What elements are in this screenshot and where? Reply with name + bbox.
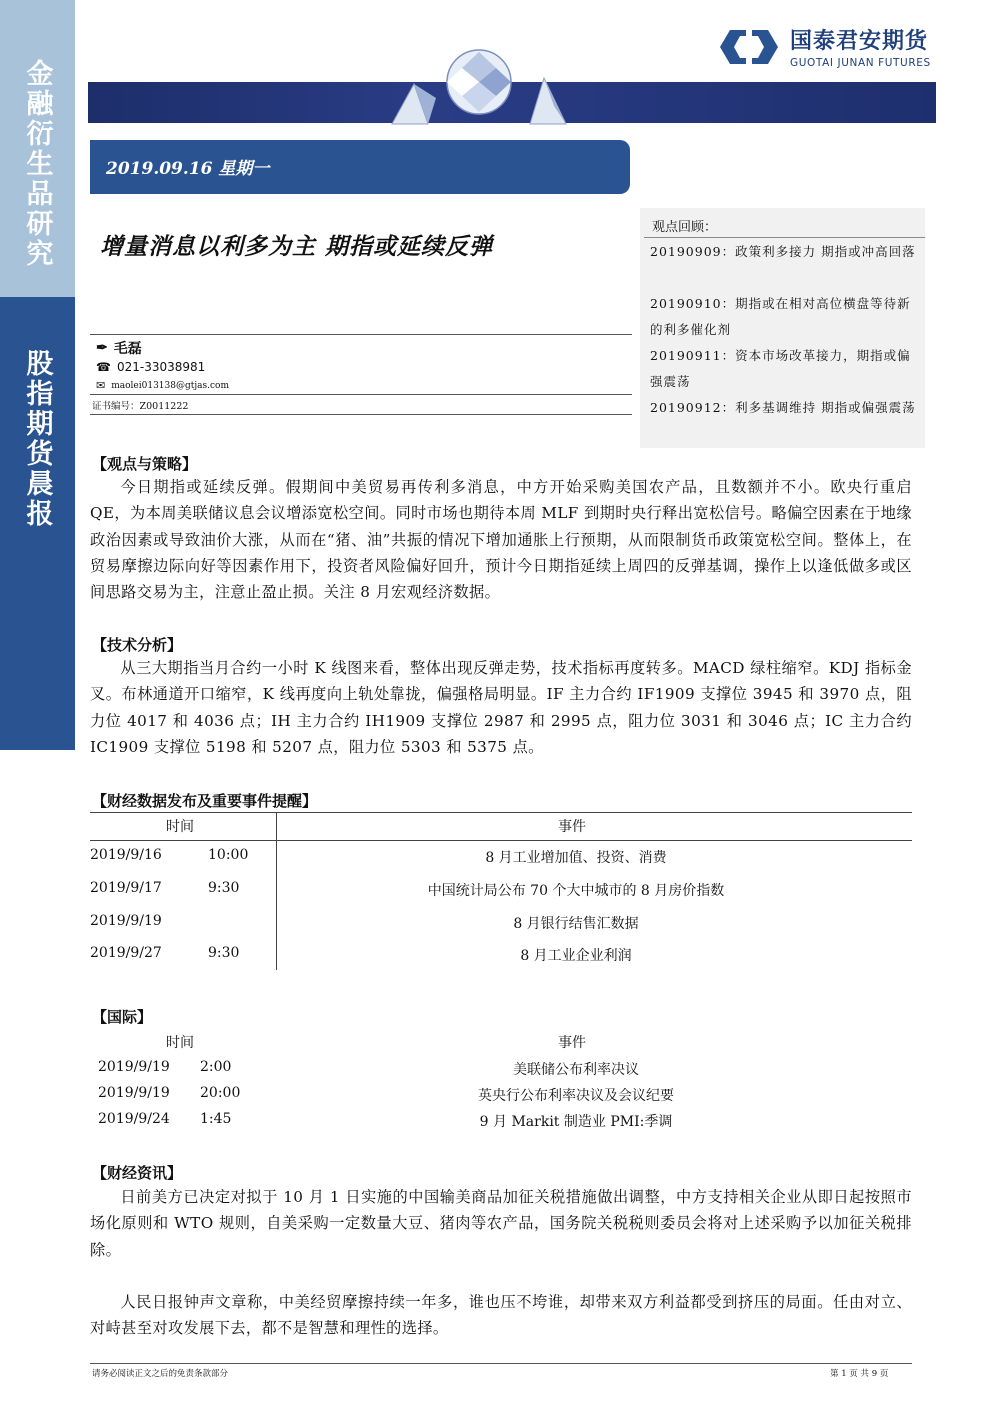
events-row-event: 8 月工业增加值、投资、消费 [485, 850, 667, 866]
news-para-1: 日前美方已决定对拟于 10 月 1 日实施的中国输美商品加征关税措施做出调整，中方支持相关企业从即日起按照市场化原则和 WTO 规则，自美采购一定数量大豆、猪肉等农产品，国务院关税税则委员会将对上述采购予以加征关税排除。 [90, 1188, 912, 1259]
author-cert: 证书编号：Z0011222 [92, 401, 189, 412]
footer-page-number: 第 1 页 共 9 页 [830, 1369, 889, 1379]
author-email[interactable]: ✉ maolei013138@gtjas.com [96, 379, 229, 392]
footer-divider [90, 1363, 912, 1364]
report-date: 2019.09.16 星期一 [106, 159, 270, 179]
technical-text: 从三大期指当月合约一小时 K 线图来看，整体出现反弹走势，技术指标再度转多。MACD 绿柱缩窄。KDJ 指标金叉。布林通道开口缩窄，K 线再度向上轨处靠拢，偏强格局明显。IF 主力合约 IF1909 支撑位 3945 和 3970 点，阻力位 4017 和 4036 点；IH 主力合约 IH1909 支撑位 2987 和 2995 点，阻力位 3031 和 3046 点；IC 主力合约 IC1909 支撑位 5198 和 5207 点，阻力位 5303 和 5375 点。 [90, 659, 912, 756]
events-row-time: 9:30 [208, 880, 240, 896]
events-row-event: 中国统计局公布 70 个大中城市的 8 月房价指数 [427, 883, 725, 899]
intl-row-date: 2019/9/19 [98, 1085, 170, 1101]
events-row-time: 10:00 [208, 847, 249, 863]
date-box [90, 140, 630, 194]
logo-text-en: GUOTAI JUNAN FUTURES [790, 57, 931, 69]
intl-row-date: 2019/9/24 [98, 1111, 170, 1127]
events-row-date: 2019/9/17 [90, 880, 162, 896]
intl-row-event: 9 月 Markit 制造业 PMI:季调 [479, 1114, 673, 1130]
logo-icon [716, 26, 782, 68]
events-row-date: 2019/9/27 [90, 945, 162, 961]
intl-row-event: 英央行公布利率决议及会议纪要 [478, 1088, 674, 1104]
author-name: ✒ 毛磊 [96, 340, 142, 357]
review-item: 20190912：利多基调维持 期指或偏强震荡 [650, 400, 916, 415]
author-top-divider [90, 334, 632, 335]
review-item: 20190911：资本市场改革接力，期指或偏强震荡 [650, 348, 911, 389]
review-item: 20190910：期指或在相对高位横盘等待新的利多催化剂 [650, 296, 911, 337]
strategy-text: 今日期指或延续反弹。假期间中美贸易再传利多消息，中方开始采购美国农产品，且数额并不小。欧央行重启 QE，为本周美联储议息会议增添宽松空间。同时市场也期待本周 MLF 到期时央行释出宽松信号。略偏空因素在于地缘政治因素或导致油价大涨，从而在“猪、油”共振的情况下增加通胀上行预期，从而限制货币政策宽松空间。整体上，在贸易摩擦边际向好等因素作用下，投资者风险偏好回升，预计今日期指延续上周四的反弹基调，操作上以逢低做多或区间思路交易为主，注意止盈止损。关注 8 月宏观经济数据。 [90, 478, 912, 602]
international-title: 【国际】 [92, 1008, 153, 1026]
news-title: 【财经资讯】 [92, 1164, 183, 1182]
strategy-title: 【观点与策略】 [92, 455, 198, 473]
news-para-2: 人民日报钟声文章称，中美经贸摩擦持续一年多，谁也压不垮谁，却带来双方利益都受到挤压的局面。任由对立、对峙甚至对攻发展下去，都不是智慧和理性的选择。 [90, 1293, 912, 1338]
author-mid-divider [90, 394, 632, 395]
pen-icon: ✒ [96, 340, 108, 356]
technical-title: 【技术分析】 [92, 636, 183, 654]
events-table-top [90, 812, 912, 813]
events-row-date: 2019/9/19 [90, 913, 162, 929]
author-phone: ☎ 021-33038981 [96, 360, 206, 374]
events-row-event: 8 月银行结售汇数据 [513, 916, 639, 932]
intl-row-time: 20:00 [200, 1085, 241, 1101]
footer-disclaimer: 请务必阅读正文之后的免责条款部分 [92, 1369, 229, 1379]
events-header-divider [90, 840, 912, 841]
events-header-time: 时间 [166, 819, 194, 835]
intl-row-date: 2019/9/19 [98, 1059, 170, 1075]
intl-row-time: 2:00 [200, 1059, 232, 1075]
events-title: 【财经数据发布及重要事件提醒】 [92, 792, 318, 810]
events-row-event: 8 月工业企业利润 [520, 948, 632, 964]
sidebar-top-label: 金融衍生品研究 [26, 59, 54, 270]
events-header-event: 事件 [558, 819, 586, 835]
intl-header-event: 事件 [558, 1035, 586, 1051]
sidebar-bottom-label: 股指期货晨报 [26, 349, 54, 530]
intl-row-time: 1:45 [200, 1111, 232, 1127]
company-logo [716, 24, 931, 69]
mail-icon: ✉ [96, 379, 106, 392]
report-title: 增量消息以利多为主 期指或延续反弹 [100, 233, 494, 260]
diamond-icon [388, 48, 570, 128]
logo-text-cn: 国泰君安期货 [790, 29, 929, 54]
events-row-time: 9:30 [208, 945, 240, 961]
review-item: 20190909：政策利多接力 期指或冲高回落 [650, 244, 916, 259]
intl-row-event: 美联储公布利率决议 [513, 1062, 639, 1078]
intl-header-time: 时间 [166, 1035, 194, 1051]
review-divider [644, 237, 925, 238]
events-table-vline [276, 812, 277, 970]
events-row-date: 2019/9/16 [90, 847, 162, 863]
author-bottom-divider [90, 414, 632, 415]
review-title: 观点回顾： [652, 220, 718, 235]
phone-icon: ☎ [96, 360, 111, 374]
